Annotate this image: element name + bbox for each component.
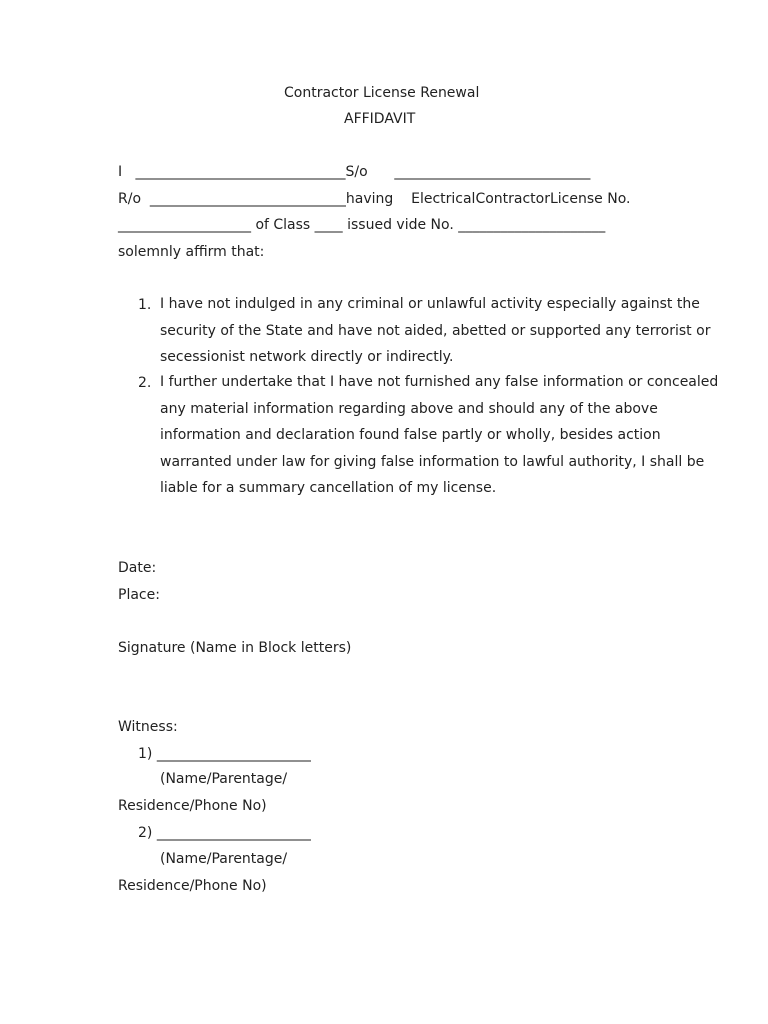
signature-label: Signature (Name in Block letters) [118,640,352,656]
list-item-text: I have not indulged in any criminal or unlawful activity especially against the security of the State and have not aided, abetted or supported any terrorist or secessionist network directly or indirectly. [160,296,711,365]
date-label: Date: [118,560,157,576]
witness-2-label: (Name/Parentage/ [160,851,288,867]
intro-line-residence: R/o ____________________________having ElectricalContractorLicense No. [118,191,631,207]
witness-2-line: 2) ______________________ [138,825,311,841]
witness-1-line: 1) ______________________ [138,746,311,762]
intro-line-affirm: solemnly affirm that: [118,244,265,260]
witness-1-label: (Name/Parentage/ [160,771,288,787]
list-item-text: I further undertake that I have not furnished any false information or concealed any material information regarding above and should any of the above information and declaration found false partly or wholly, besides action warranted under law for giving false information to lawful authority, I shall be liable for a summary cancellation of my license. [160,374,719,496]
witness-label: Witness: [118,719,178,735]
list-item-number: 1. [138,297,152,313]
witness-1-label-cont: Residence/Phone No) [118,798,267,814]
intro-line-class: ___________________ of Class ____ issued vide No. _____________________ [118,217,606,233]
document-title: Contractor License Renewal [284,85,480,101]
document-subtitle: AFFIDAVIT [344,111,416,127]
place-label: Place: [118,587,160,603]
list-item-number: 2. [138,375,152,391]
intro-line-name: I ______________________________S/o ____________________________ [118,164,591,180]
witness-2-label-cont: Residence/Phone No) [118,878,267,894]
